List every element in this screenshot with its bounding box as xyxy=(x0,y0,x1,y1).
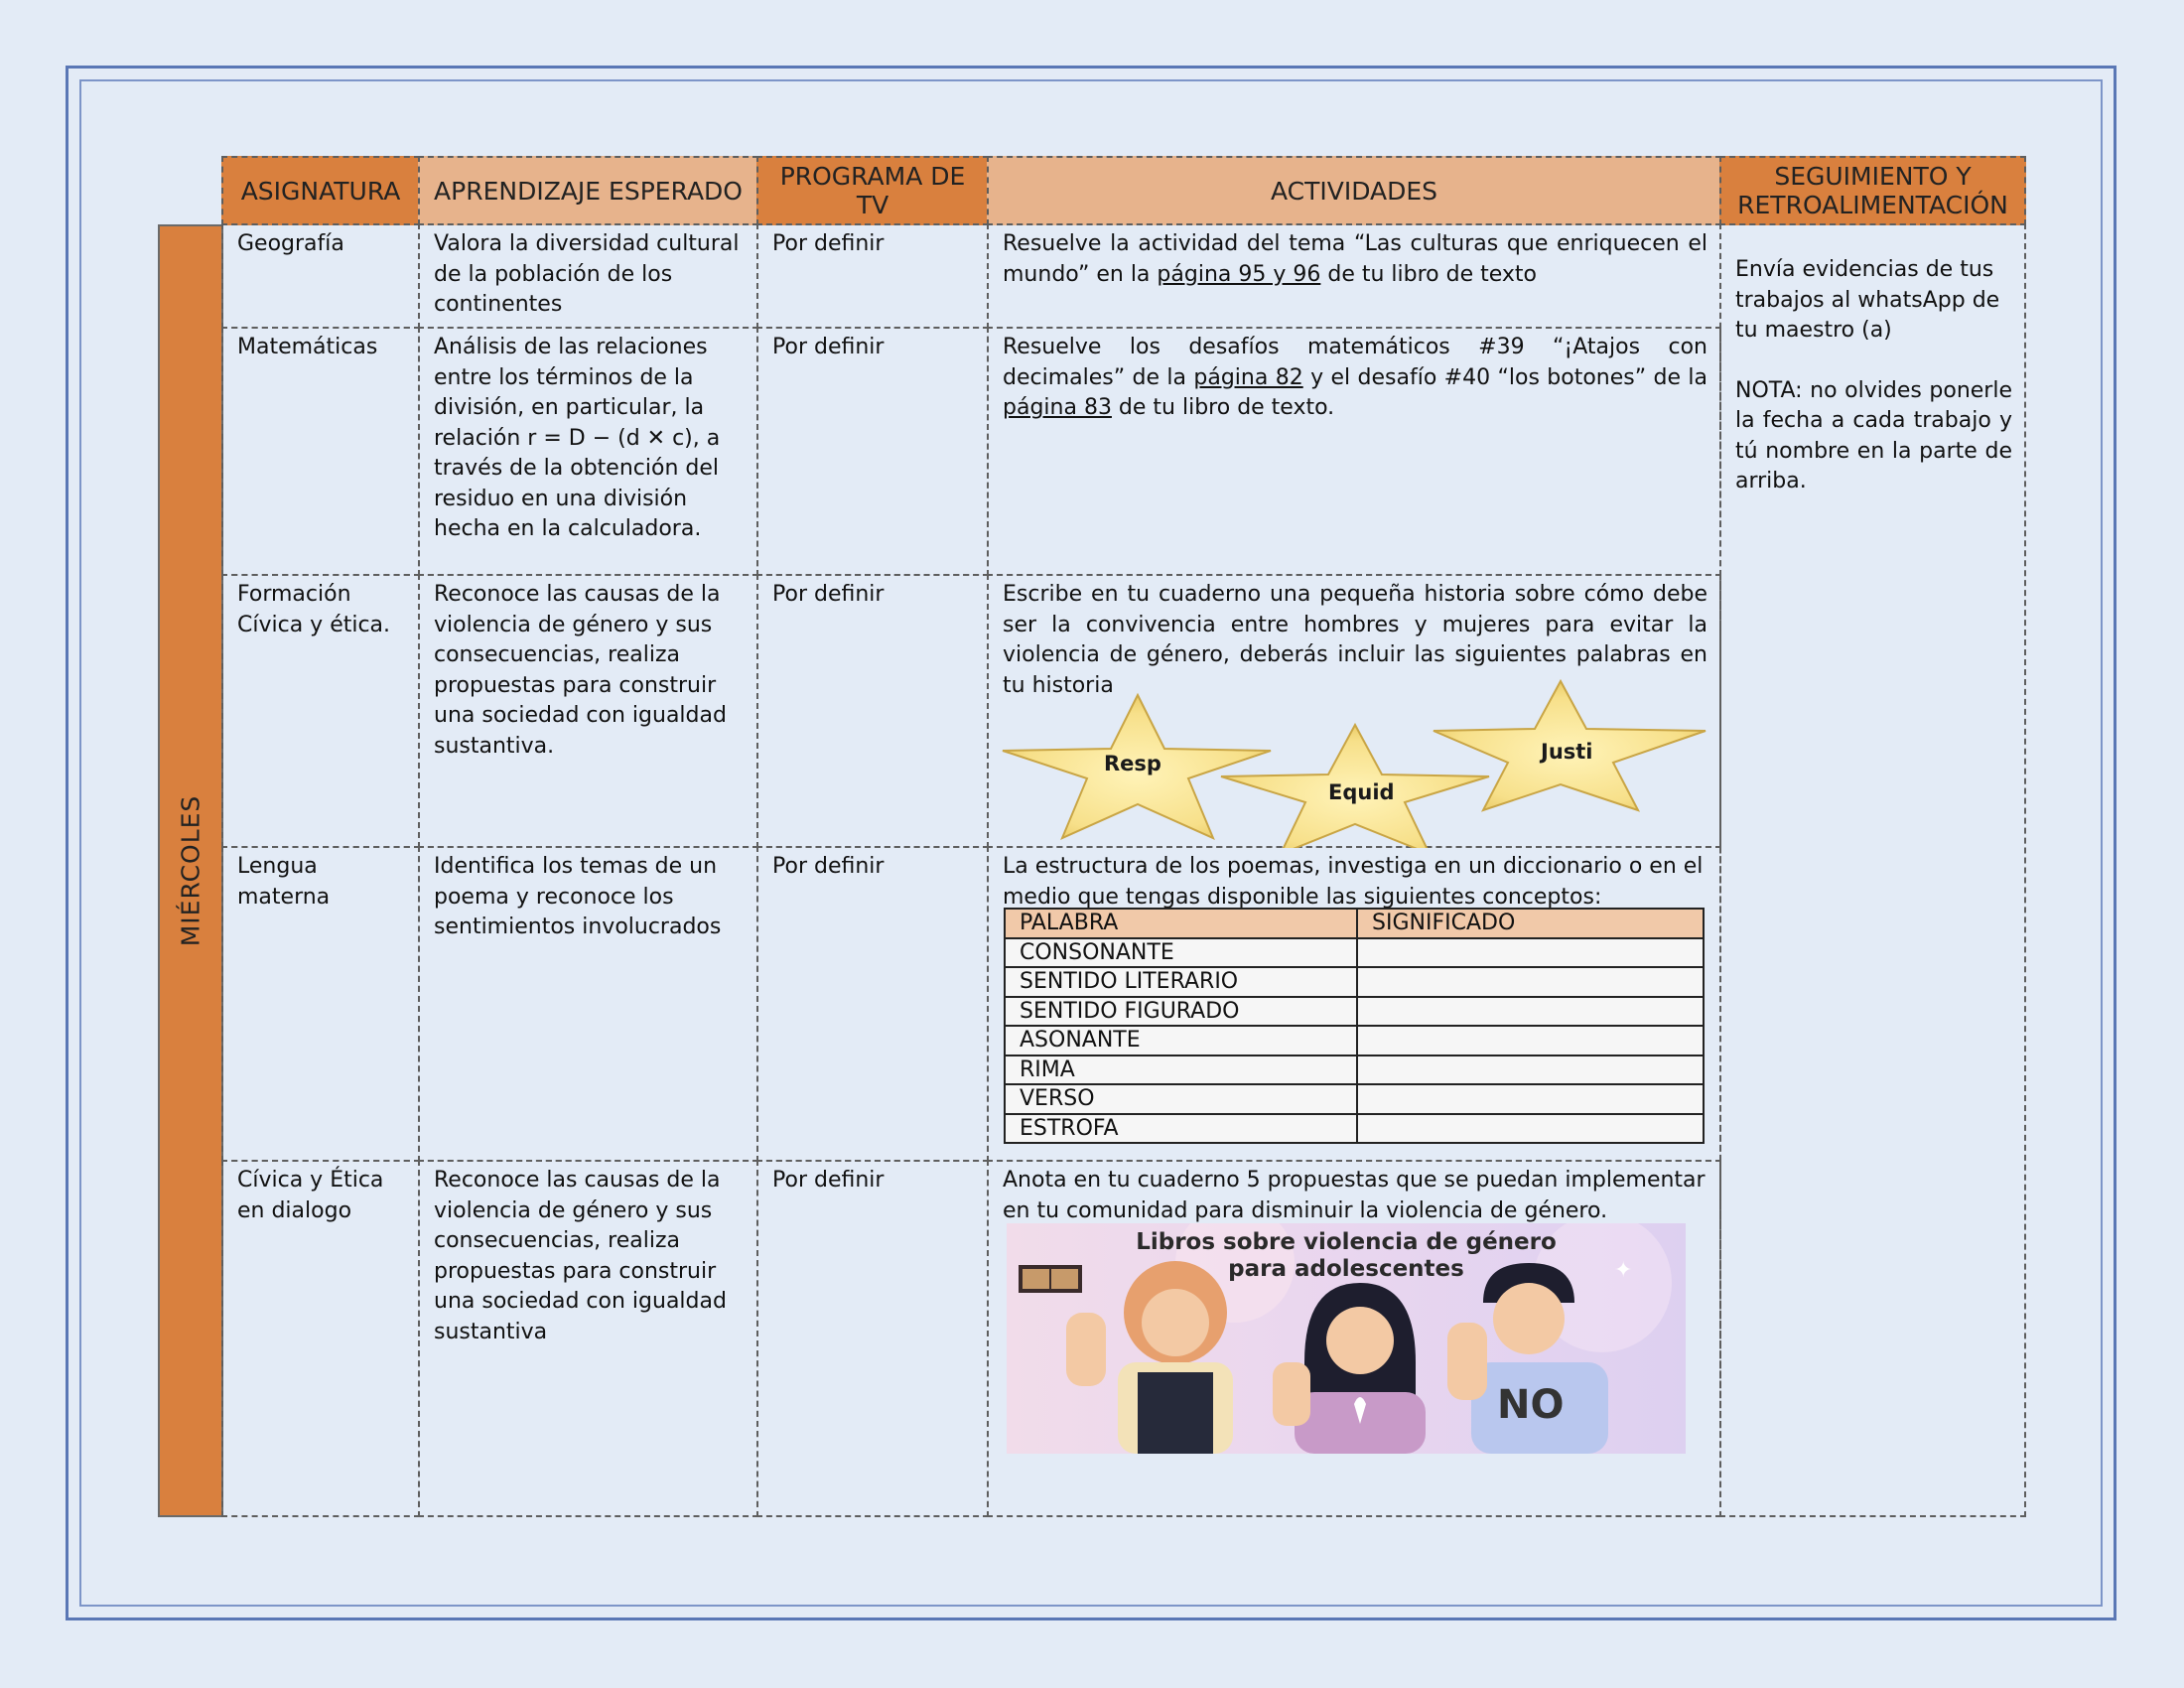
row-civica-program: Por definir xyxy=(756,1160,989,1517)
vocab-word: RIMA xyxy=(1005,1055,1357,1085)
row-geografia-subject: Geografía xyxy=(221,223,420,329)
activity-text: de tu libro de texto. xyxy=(1111,395,1335,420)
sparkle-icon: ✦ xyxy=(1614,1258,1633,1283)
page-reference-link[interactable]: página 82 xyxy=(1193,364,1303,390)
keyword-stars xyxy=(993,679,1717,848)
followup-note: NOTA: no olvides ponerle la fecha a cada trabajo y tú nombre en la parte de arriba. xyxy=(1735,377,2012,493)
vocab-meaning-cell[interactable] xyxy=(1357,1026,1704,1055)
vocab-meaning-cell[interactable] xyxy=(1357,1084,1704,1114)
star-label-resp: Resp xyxy=(1104,752,1161,775)
star-label-equid: Equid xyxy=(1328,780,1395,804)
vocab-word: SENTIDO LITERARIO xyxy=(1005,967,1357,997)
activity-text: de tu libro de texto xyxy=(1320,261,1537,287)
illustration-title-line-1: Libros sobre violencia de género xyxy=(1136,1229,1557,1255)
vocab-word: SENTIDO FIGURADO xyxy=(1005,997,1357,1027)
row-lengua-program: Por definir xyxy=(756,846,989,1162)
row-matematicas-activity xyxy=(987,327,1721,576)
star-icon xyxy=(1003,695,1271,838)
row-formacion-learning: Reconoce las causas de la violencia de género y sus consecuencias, realiza propuestas para construir una sociedad con igualdad sustantiva. xyxy=(418,574,758,848)
vocab-meaning-cell[interactable] xyxy=(1357,1055,1704,1085)
vocab-meaning-cell[interactable] xyxy=(1357,938,1704,968)
row-formacion-program: Por definir xyxy=(756,574,989,848)
star-icon xyxy=(1433,681,1706,810)
row-matematicas-program: Por definir xyxy=(756,327,989,576)
header-programa: PROGRAMA DE TV xyxy=(756,156,989,225)
row-civica-learning: Reconoce las causas de la violencia de género y sus consecuencias, realiza propuestas para construir una sociedad con igualdad sustantiva xyxy=(418,1160,758,1517)
activity-text: Resuelve la actividad del tema “Las culturas que enriquecen el mundo” en la xyxy=(1003,231,1707,287)
row-lengua-learning: Identifica los temas de un poema y reconoce los sentimientos involucrados xyxy=(418,846,758,1162)
day-column xyxy=(158,224,223,1517)
row-formacion-activity: Escribe en tu cuaderno una pequeña historia sobre cómo debe ser la convivencia entre hombres y mujeres para evitar la violencia de género, deberás incluir las siguientes palabras en tu historia xyxy=(987,574,1721,848)
row-civica-subject: Cívica y Ética en dialogo xyxy=(221,1160,420,1517)
activity-text: y el desafío #40 “los botones” de la xyxy=(1302,364,1707,390)
star-label-justi: Justi xyxy=(1541,740,1593,764)
gender-violence-illustration xyxy=(1007,1223,1686,1454)
vocab-word: VERSO xyxy=(1005,1084,1357,1114)
row-matematicas-subject: Matemáticas xyxy=(221,327,420,576)
row-civica-activity: Anota en tu cuaderno 5 propuestas que se puedan implementar en tu comunidad para disminuir la violencia de género. xyxy=(987,1160,1721,1517)
day-label: MIÉRCOLES xyxy=(176,794,205,947)
row-geografia-program: Por definir xyxy=(756,223,989,329)
header-asignatura: ASIGNATURA xyxy=(221,156,420,225)
row-matematicas-learning: Análisis de las relaciones entre los términos de la división, en particular, la relación r = D − (d ✕ c), a través de la obtención del residuo en una división hecha en la calculadora. xyxy=(418,327,758,576)
star-icon xyxy=(1221,725,1489,848)
vocab-header-significado: SIGNIFICADO xyxy=(1357,909,1704,938)
vocab-word: ASONANTE xyxy=(1005,1026,1357,1055)
header-actividades: ACTIVIDADES xyxy=(987,156,1721,225)
illustration-title-line-2: para adolescentes xyxy=(1228,1256,1464,1282)
header-aprendizaje: APRENDIZAJE ESPERADO xyxy=(418,156,758,225)
vocab-word: ESTROFA xyxy=(1005,1114,1357,1144)
row-geografia-learning: Valora la diversidad cultural de la población de los continentes xyxy=(418,223,758,329)
row-formacion-subject: Formación Cívica y ética. xyxy=(221,574,420,848)
book-icon xyxy=(1019,1265,1082,1293)
vocab-header-palabra: PALABRA xyxy=(1005,909,1357,938)
vocab-meaning-cell[interactable] xyxy=(1357,997,1704,1027)
followup-cell xyxy=(1719,223,2026,1517)
page-reference-link[interactable]: página 83 xyxy=(1003,395,1112,420)
row-lengua-subject: Lengua materna xyxy=(221,846,420,1162)
illustration-no-text: NO xyxy=(1497,1382,1565,1428)
page-reference-link[interactable]: página 95 y 96 xyxy=(1157,261,1321,287)
vocab-word: CONSONANTE xyxy=(1005,938,1357,968)
row-geografia-activity xyxy=(987,223,1721,329)
activity-text: Resuelve los desafíos matemáticos #39 “¡Atajos con decimales” de la xyxy=(1003,335,1707,390)
header-seguimiento: SEGUIMIENTO Y RETROALIMENTACIÓN xyxy=(1719,156,2026,225)
vocab-meaning-cell[interactable] xyxy=(1357,967,1704,997)
row-lengua-activity: La estructura de los poemas, investiga en un diccionario o en el medio que tengas disponible las siguientes conceptos: xyxy=(987,846,1721,1162)
followup-text: Envía evidencias de tus trabajos al whatsApp de tu maestro (a) xyxy=(1735,257,2000,343)
vocab-meaning-cell[interactable] xyxy=(1357,1114,1704,1144)
vocabulary-table xyxy=(1004,908,1705,1144)
